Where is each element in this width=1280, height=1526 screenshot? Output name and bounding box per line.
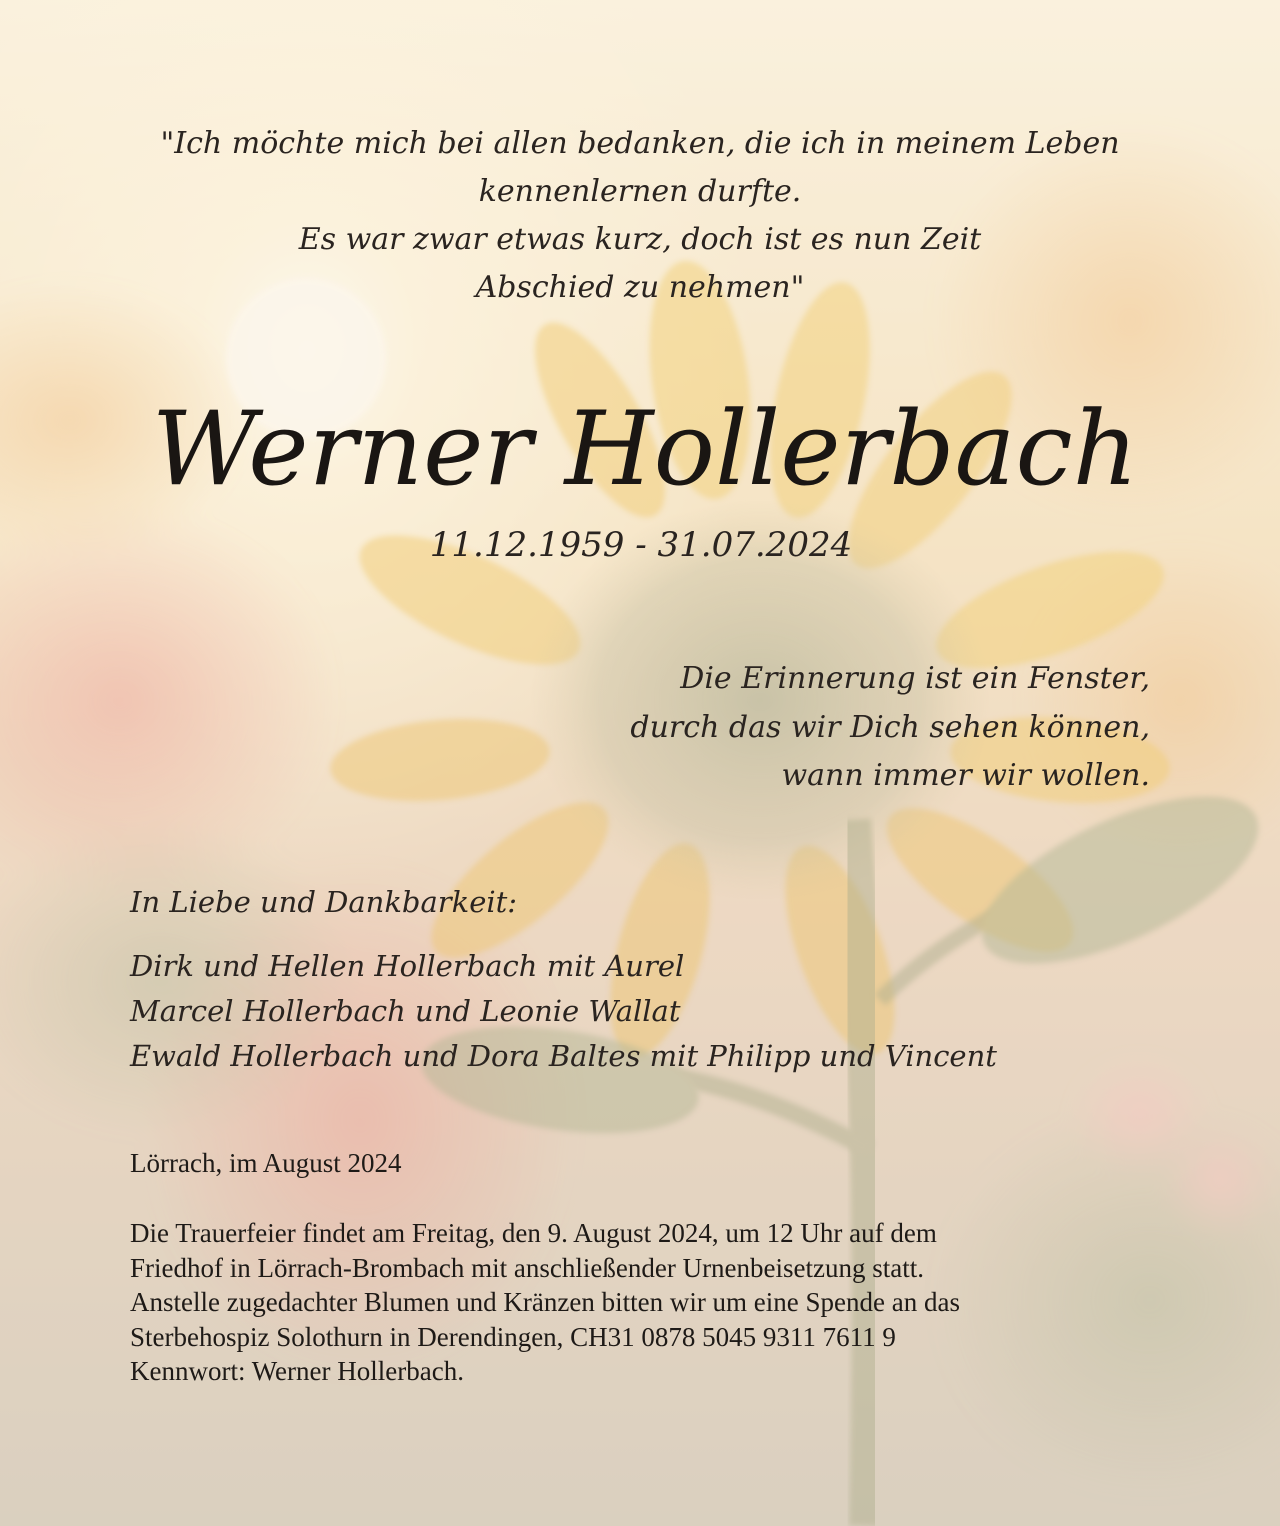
funeral-details-line: Kennwort: Werner Hollerbach. [130,1356,464,1386]
opening-quote-line: Es war zwar etwas kurz, doch ist es nun Zeit [298,222,982,257]
opening-quote [0,120,1280,312]
place-and-date: Lörrach, im August 2024 [130,1148,402,1178]
deceased-name: Werner Hollerbach [151,390,1139,509]
funeral-details-line: Die Trauerfeier findet am Freitag, den 9. August 2024, um 12 Uhr auf dem [130,1218,937,1248]
mourners-heading: In Liebe und Dankbarkeit: [130,885,518,919]
funeral-details [130,1216,1190,1389]
mourner-entry: Marcel Hollerbach und Leonie Wallat [130,994,681,1028]
mourner-entry: Dirk und Hellen Hollerbach mit Aurel [130,949,685,983]
memory-quote-line: durch das wir Dich sehen können, [630,709,1150,745]
memory-quote [450,655,1150,801]
funeral-details-line: Friedhof in Lörrach-Brombach mit anschließender Urnenbeisetzung statt. [130,1252,924,1283]
mourner-entry: Ewald Hollerbach und Dora Baltes mit Philipp und Vincent [130,1039,997,1073]
life-dates: 11.12.1959 - 31.07.2024 [429,525,853,565]
opening-quote-line: Abschied zu nehmen" [475,270,805,305]
funeral-details-line: Sterbehospiz Solothurn in Derendingen, CH31 0878 5045 9311 7611 9 [130,1321,896,1352]
memory-quote-line: wann immer wir wollen. [781,758,1150,793]
mourners-list [130,944,997,1079]
memory-quote-line: Die Erinnerung ist ein Fenster, [680,661,1150,696]
opening-quote-line: kennenlernen durfte. [478,174,802,209]
opening-quote-line: "Ich möchte mich bei allen bedanken, die ich in meinem Leben [160,126,1120,161]
funeral-details-line: Anstelle zugedachter Blumen und Kränzen bitten wir um eine Spende an das [130,1287,960,1317]
